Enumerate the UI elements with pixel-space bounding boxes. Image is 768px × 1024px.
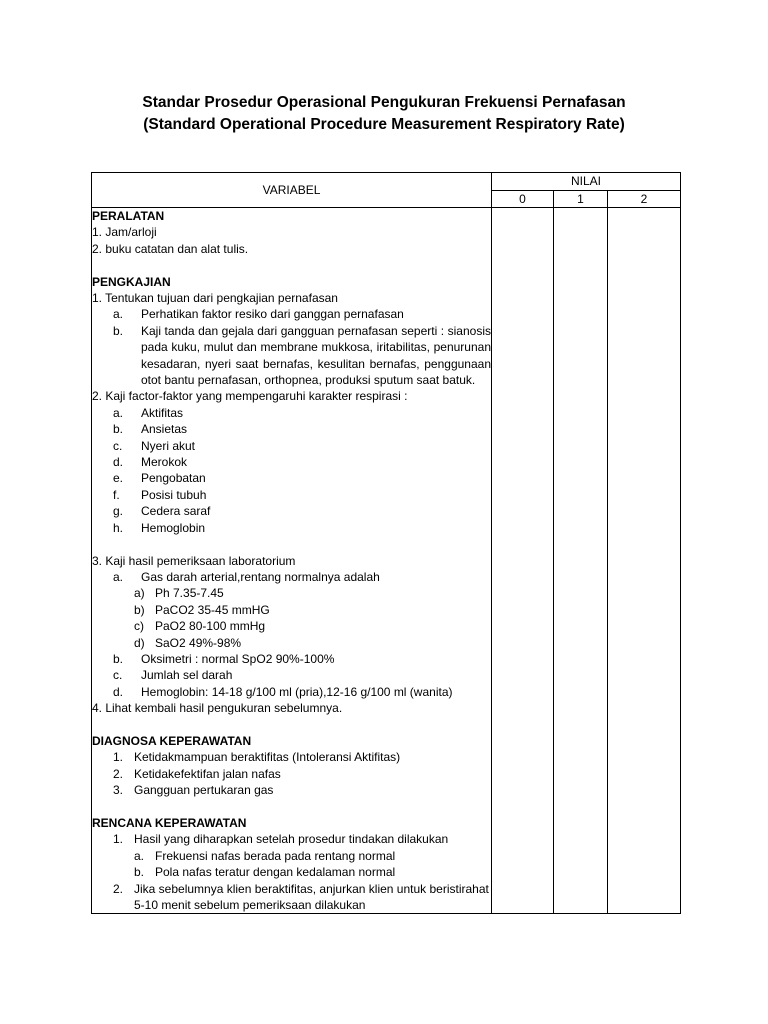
score-cell-0 [492,208,554,914]
list-item: 1. Tentukan tujuan dari pengkajian pernafasan [92,291,338,306]
score-cell-1 [554,208,608,914]
list-item: 2. Jika sebelumnya klien beraktifitas, anjurkan klien untuk beristirahat [113,881,489,896]
list-item: d. Hemoglobin: 14-18 g/100 ml (pria),12-16 g/100 ml (wanita) [113,684,453,699]
list-item: 2. Ketidakefektifan jalan nafas [113,766,281,781]
variabel-content [92,208,492,914]
sop-table [91,172,681,914]
list-item: c. Nyeri akut [113,438,196,453]
list-item: a) Ph 7.35-7.45 [134,586,224,601]
list-item: c. Jumlah sel darah [113,668,233,683]
list-item: c) PaO2 80-100 mmHg [134,619,266,634]
list-item: h. Hemoglobin [113,520,206,535]
list-item: f. Posisi tubuh [113,487,207,502]
variabel-header: VARIABEL [92,173,492,208]
list-item: 3. Gangguan pertukaran gas [113,783,274,798]
list-item: a. Perhatikan faktor resiko dari ganggan pernafasan [113,307,404,322]
list-item: d) SaO2 49%-98% [134,635,242,650]
score-header-1: 1 [554,190,608,208]
list-item: b. Ansietas [113,422,188,437]
list-item: 4. Lihat kembali hasil pengukuran sebelumnya. [92,701,343,716]
list-item: 1. Hasil yang diharapkan setelah prosedur tindakan dilakukan [113,832,449,847]
section-heading-pengkajian: PENGKAJIAN [92,274,171,289]
list-item: 5-10 menit sebelum pemeriksaan dilakukan [134,898,366,912]
list-item: a. Gas darah arterial,rentang normalnya adalah [113,569,380,584]
section-heading-diagnosa: DIAGNOSA KEPERAWATAN [92,733,252,748]
list-item: b. Pola nafas teratur dengan kedalaman normal [134,865,396,880]
list-item: 1. Jam/arloji [92,225,157,240]
score-header-0: 0 [492,190,554,208]
list-item: 1. Ketidakmampuan beraktifitas (Intoleransi Aktifitas) [113,750,401,765]
list-item: b. Kaji tanda dan gejala dari gangguan pernafasan seperti : sianosis pada kuku, mulut dan membrane mukkosa, iritabilitas, penurunan kesadaran, nyeri saat bernafas, kesulitan bernafas, penggunaan otot bantu pernafasan, orthopnea, produksi sputum saat batuk. [113,323,491,388]
list-item: 3. Kaji hasil pemeriksaan laboratorium [92,553,296,568]
list-item: g. Cedera saraf [113,504,211,519]
document-title [0,92,768,136]
list-item: 2. buku catatan dan alat tulis. [92,241,249,256]
list-item: 2. Kaji factor-faktor yang mempengaruhi karakter respirasi : [92,389,408,404]
list-item: d. Merokok [113,455,188,470]
nilai-header: NILAI [492,173,681,191]
list-item: e. Pengobatan [113,471,206,486]
section-heading-rencana: RENCANA KEPERAWATAN [92,815,247,830]
list-item: b) PaCO2 35-45 mmHG [134,602,270,617]
list-item: a. Frekuensi nafas berada pada rentang normal [134,848,396,863]
score-cell-2 [608,208,681,914]
score-header-2: 2 [608,190,681,208]
section-heading-peralatan: PERALATAN [92,209,165,223]
list-item: b. Oksimetri : normal SpO2 90%-100% [113,651,335,666]
title-english: (Standard Operational Procedure Measurement Respiratory Rate) [143,116,625,133]
list-item: a. Aktifitas [113,405,184,420]
title-indonesian: Standar Prosedur Operasional Pengukuran Frekuensi Pernafasan [142,94,626,111]
